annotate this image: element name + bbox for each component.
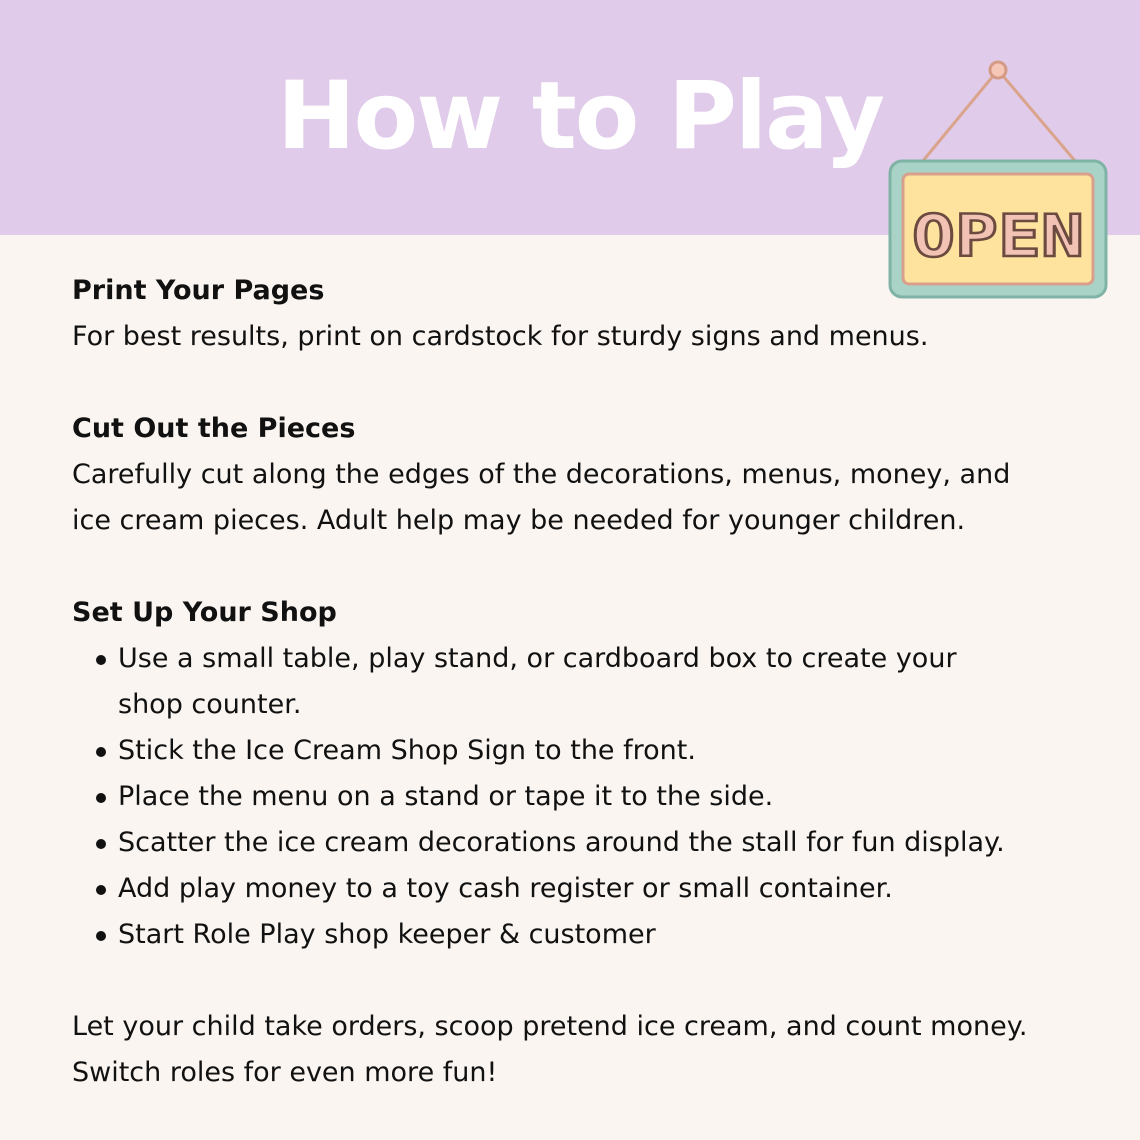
list-item: Scatter the ice cream decorations around the stall for fun display. (72, 820, 1018, 866)
section-text: For best results, print on cardstock for sturdy signs and menus. (72, 321, 929, 352)
closing-text (72, 1004, 1072, 1096)
list-item: Stick the Ice Cream Shop Sign to the front. (72, 728, 1018, 774)
closing-line: Switch roles for even more fun! (72, 1057, 498, 1088)
list-item: Start Role Play shop keeper & customer (72, 912, 1018, 958)
closing-line: Let your child take orders, scoop pretend ice cream, and count money. (72, 1011, 1028, 1042)
section-setup (72, 590, 1072, 958)
instructions-content (72, 268, 1072, 1096)
page-title: How to Play (277, 62, 883, 171)
section-heading: Cut Out the Pieces (72, 413, 356, 444)
open-sign-label: OPEN (912, 202, 1084, 270)
section-print (72, 268, 1072, 360)
section-text: Carefully cut along the edges of the decorations, menus, money, and ice cream pieces. Adult help may be needed for younger children. (72, 459, 1011, 536)
section-heading: Set Up Your Shop (72, 597, 337, 628)
section-cut (72, 406, 1072, 544)
list-item: Use a small table, play stand, or cardboard box to create your shop counter. (72, 636, 1018, 728)
list-item: Add play money to a toy cash register or small container. (72, 866, 1018, 912)
setup-steps-list (72, 636, 1072, 958)
list-item: Place the menu on a stand or tape it to the side. (72, 774, 1018, 820)
open-sign-icon (886, 58, 1112, 303)
section-heading: Print Your Pages (72, 275, 325, 306)
